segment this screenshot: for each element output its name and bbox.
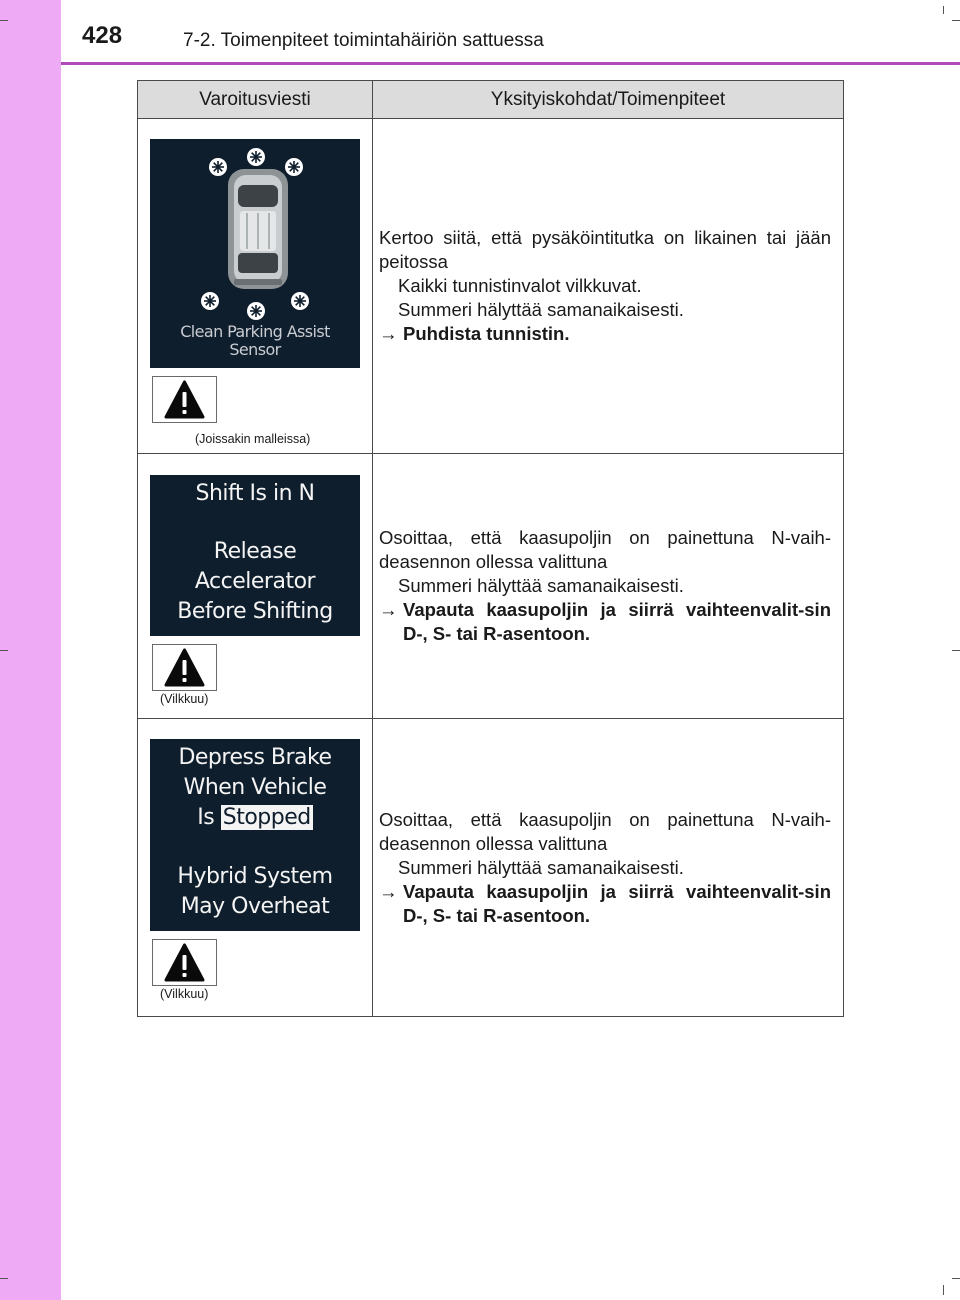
page-number: 428 xyxy=(82,22,123,49)
screen-line: Accelerator xyxy=(194,569,316,594)
crop-mark xyxy=(943,6,944,14)
action-instruction xyxy=(379,880,831,928)
screen-label-line1: Clean Parking Assist xyxy=(180,322,330,341)
blinking-note: (Vilkkuu) xyxy=(160,692,209,706)
table-row xyxy=(138,454,844,719)
warning-light xyxy=(152,939,217,986)
shift-in-n-display xyxy=(150,475,360,636)
sensor-snowflake-icon xyxy=(201,292,219,310)
crop-mark xyxy=(0,1278,8,1279)
warning-image-cell xyxy=(138,119,373,454)
header-divider xyxy=(61,62,960,65)
screen-line: Hybrid System xyxy=(177,864,333,889)
warning-light xyxy=(152,376,217,423)
warning-message-table xyxy=(137,80,844,1017)
details-cell xyxy=(373,454,844,719)
detail-text: Summeri hälyttää samanaikaisesti. xyxy=(398,856,684,878)
sensor-snowflake-icon xyxy=(247,148,265,166)
table-row xyxy=(138,119,844,454)
table-header-row xyxy=(138,81,844,119)
action-text: Vapauta kaasupoljin ja siirrä vaihteenvalit-sin D-, S- tai R-asentoon. xyxy=(403,880,831,926)
screen-line: Depress Brake xyxy=(178,745,332,770)
screen-label-line2: Sensor xyxy=(229,340,281,359)
warning-image-cell xyxy=(138,454,373,719)
screen-line: When Vehicle xyxy=(183,775,327,800)
action-text: Puhdista tunnistin. xyxy=(403,323,570,344)
description-text: Osoittaa, että kaasupoljin on painettuna N-vaih-deasennon ollessa valittuna xyxy=(379,808,831,854)
clean-sensor-display xyxy=(150,139,360,368)
details-cell xyxy=(373,719,844,1017)
table-row xyxy=(138,719,844,1017)
chapter-side-tab xyxy=(0,0,61,1300)
action-text: Vapauta kaasupoljin ja siirrä vaihteenvalit-sin D-, S- tai R-asentoon. xyxy=(403,599,831,644)
detail-text: Summeri hälyttää samanaikaisesti. xyxy=(398,299,684,320)
crop-mark xyxy=(952,650,960,651)
arrow-icon: → xyxy=(379,880,398,902)
detail-text: Kaikki tunnistinvalot vilkkuvat. xyxy=(398,275,642,296)
warning-triangle-icon xyxy=(153,645,216,690)
screen-line: May Overheat xyxy=(180,894,330,919)
warning-triangle-icon xyxy=(153,940,216,985)
warning-image-cell xyxy=(138,719,373,1017)
highlighted-word: Stopped xyxy=(222,805,311,830)
crop-mark xyxy=(943,1285,944,1295)
screen-line: Shift Is in N xyxy=(195,481,315,506)
arrow-icon: → xyxy=(379,599,398,620)
description-text: Kertoo siitä, että pysäköintitutka on likainen tai jään peitossa xyxy=(379,227,831,272)
screen-word: Is xyxy=(197,805,215,830)
column-header-details-actions: Yksityiskohdat/Toimenpiteet xyxy=(373,81,844,119)
screen-line: Release xyxy=(213,539,297,564)
crop-mark xyxy=(0,650,8,651)
column-header-warning-message: Varoitusviesti xyxy=(138,81,373,119)
warning-triangle-icon xyxy=(153,377,216,422)
sensor-snowflake-icon xyxy=(285,158,303,176)
arrow-icon: → xyxy=(379,323,398,344)
crop-mark xyxy=(0,20,8,21)
description-text: Osoittaa, että kaasupoljin on painettuna N-vaih-deasennon ollessa valittuna xyxy=(379,527,831,572)
sensor-snowflake-icon xyxy=(291,292,309,310)
page-title: 7-2. Toimenpiteet toimintahäiriön sattuessa xyxy=(183,30,544,51)
detail-text: Summeri hälyttää samanaikaisesti. xyxy=(398,575,684,596)
screen-line-is-stopped xyxy=(150,805,360,830)
sensor-snowflake-icon xyxy=(247,302,265,320)
screen-line: Before Shifting xyxy=(177,599,333,624)
crop-mark xyxy=(952,20,960,21)
warning-light xyxy=(152,644,217,691)
availability-note: (Joissakin malleissa) xyxy=(195,432,311,446)
sensor-snowflake-icon xyxy=(209,158,227,176)
crop-mark xyxy=(952,1278,960,1279)
action-instruction xyxy=(379,598,831,646)
details-cell xyxy=(373,119,844,454)
action-instruction xyxy=(379,322,831,346)
blinking-note: (Vilkkuu) xyxy=(160,987,209,1001)
depress-brake-display xyxy=(150,739,360,931)
